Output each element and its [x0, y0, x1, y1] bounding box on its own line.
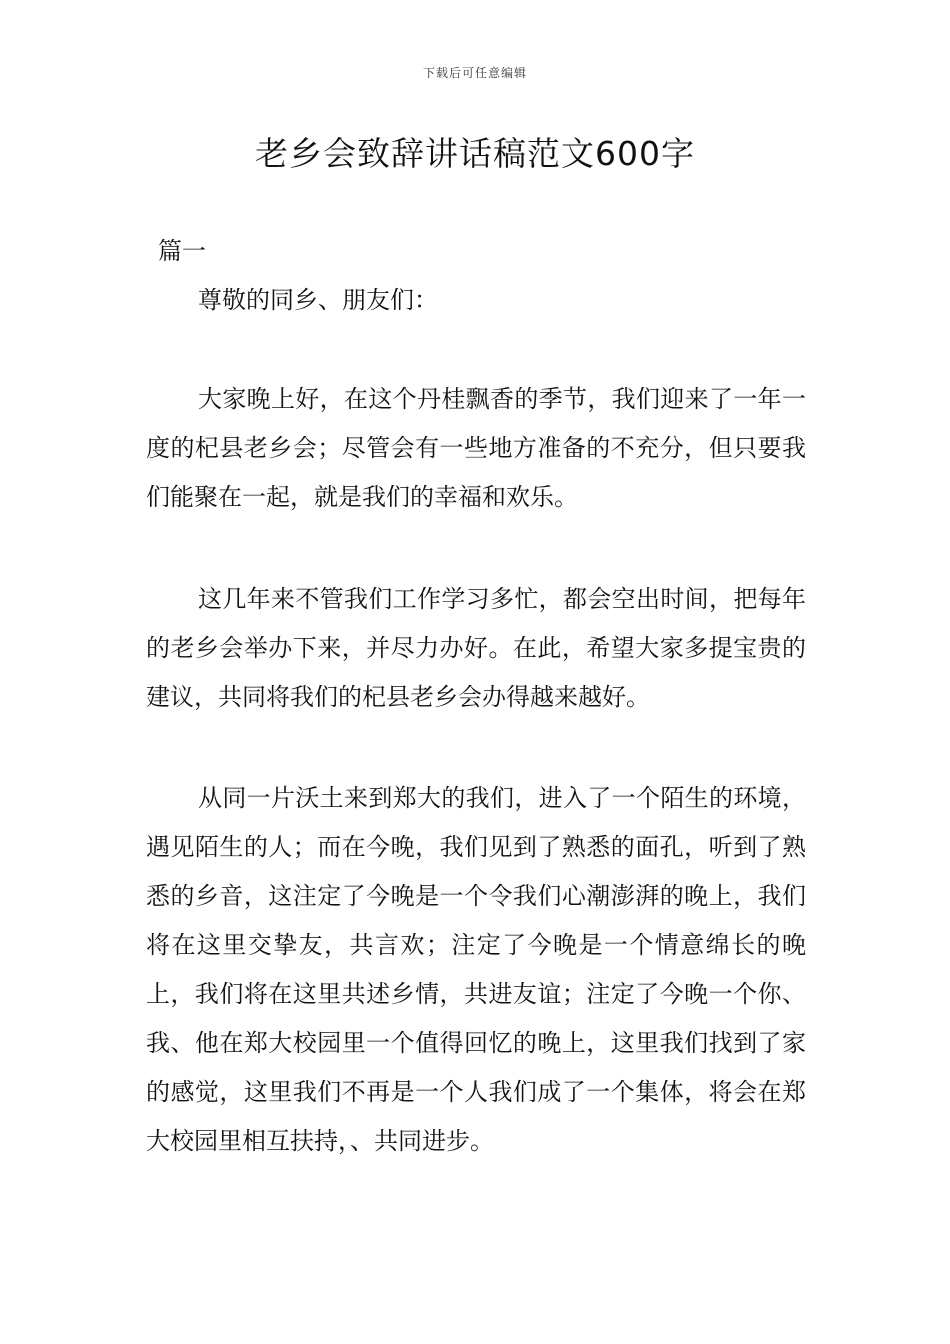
document-title: 老乡会致辞讲话稿范文600字 [255, 134, 695, 173]
header-note: 下载后可任意编辑 [422, 66, 527, 80]
paragraph-2: 这几年来不管我们工作学习多忙，都会空出时间，把每年的老乡会举办下来，并尽力办好。在此，希望大家多提宝贵的建议，共同将我们的杞县老乡会办得越来越好。 [146, 585, 806, 711]
greeting: 尊敬的同乡、朋友们： [198, 286, 438, 314]
paragraph-1: 大家晚上好，在这个丹桂飘香的季节，我们迎来了一年一度的杞县老乡会；尽管会有一些地方准备的不充分，但只要我们能聚在一起，就是我们的幸福和欢乐。 [146, 385, 806, 511]
paragraph-3: 从同一片沃土来到郑大的我们，进入了一个陌生的环境，遇见陌生的人；而在今晚，我们见到了熟悉的面孔，听到了熟悉的乡音，这注定了今晚是一个令我们心潮澎湃的晚上，我们将在这里交挚友，共言欢；注定了今晚是一个情意绵长的晚上，我们将在这里共述乡情，共进友谊；注定了今晚一个你、我、他在郑大校园里一个值得回忆的晚上，这里我们找到了家的感觉，这里我们不再是一个人我们成了一个集体，将会在郑大校园里相互扶持，、共同进步。 [146, 784, 806, 1155]
section-label: 篇一 [158, 237, 206, 265]
